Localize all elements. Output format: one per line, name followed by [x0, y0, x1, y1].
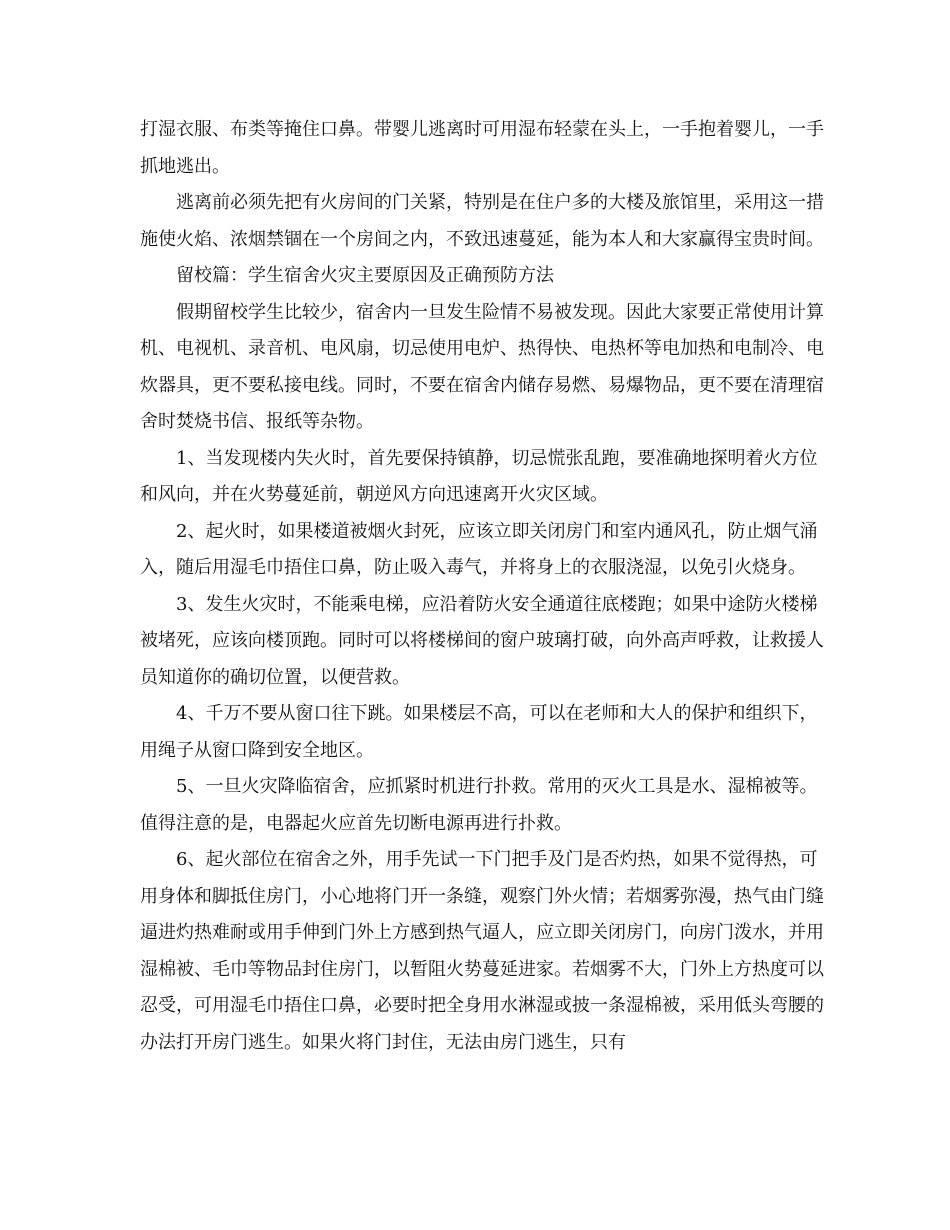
paragraph-4: 假期留校学生比较少，宿舍内一旦发生险情不易被发现。因此大家要正常使用计算机、电视机、录音机、电风扇，切忌使用电炉、热得快、电热杯等电加热和电制冷、电炊器具，更不要私接电线。同时，不要在宿舍内储存易燃、易爆物品，更不要在清理宿舍时焚烧书信、报纸等杂物。: [140, 301, 824, 432]
document-body: [140, 112, 825, 1061]
list-item-6: 6、起火部位在宿舍之外，用手先试一下门把手及门是否灼热，如果不觉得热，可用身体和脚抵住房门，小心地将门开一条缝，观察门外火情；若烟雾弥漫，热气由门缝逼进灼热难耐或用手伸到门外上方感到热气逼人，应立即关闭房门，向房门泼水，并用湿棉被、毛巾等物品封住房门，以暂阻火势蔓延进家。若烟雾不大，门外上方热度可以忍受，可用湿毛巾捂住口鼻，必要时把全身用水淋湿或披一条湿棉被，采用低头弯腰的办法打开房门逃生。如果火将门封住，无法由房门逃生，只有: [140, 849, 824, 1053]
list-item-2: 2、起火时，如果楼道被烟火封死，应该立即关闭房门和室内通风孔，防止烟气涌入，随后用湿毛巾捂住口鼻，防止吸入毒气，并将身上的衣服浇湿，以免引火烧身。: [140, 520, 818, 578]
list-item-5: 5、一旦火灾降临宿舍，应抓紧时机进行扑救。常用的灭火工具是水、湿棉被等。值得注意的是，电器起火应首先切断电源再进行扑救。: [140, 776, 818, 834]
list-item-4: 4、千万不要从窗口往下跳。如果楼层不高，可以在老师和大人的保护和组织下，用绳子从窗口降到安全地区。: [140, 703, 818, 761]
list-item-3: 3、发生火灾时，不能乘电梯，应沿着防火安全通道往底楼跑；如果中途防火楼梯被堵死，应该向楼顶跑。同时可以将楼梯间的窗户玻璃打破，向外高声呼救，让救援人员知道你的确切位置，以便营救。: [140, 593, 824, 688]
section-heading: 留校篇：学生宿舍火灾主要原因及正确预防方法: [176, 265, 554, 286]
list-item-1: 1、当发现楼内失火时，首先要保持镇静，切忌慌张乱跑，要准确地探明着火方位和风向，并在火势蔓延前，朝逆风方向迅速离开火灾区域。: [140, 447, 818, 505]
paragraph-1: 打湿衣服、布类等掩住口鼻。带婴儿逃离时可用湿布轻蒙在头上，一手抱着婴儿，一手抓地逃出。: [140, 119, 824, 177]
paragraph-2: 逃离前必须先把有火房间的门关紧，特别是在住户多的大楼及旅馆里，采用这一措施使火焰、浓烟禁锢在一个房间之内，不致迅速蔓延，能为本人和大家赢得宝贵时间。: [140, 192, 824, 250]
